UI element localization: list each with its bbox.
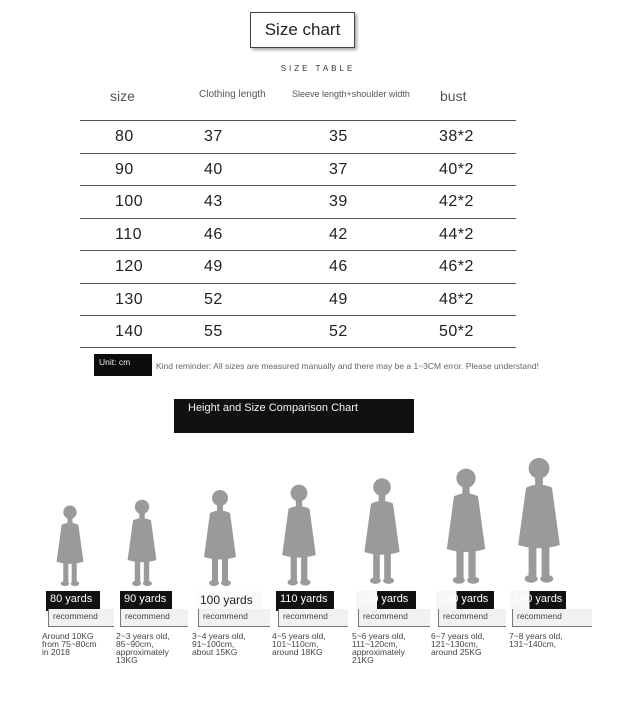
- cell-clothing-length: 52: [204, 290, 223, 308]
- table-row: [80, 153, 516, 186]
- cell-bust: 48*2: [439, 290, 474, 308]
- yard-label-110: 110 yards: [276, 591, 334, 611]
- cell-clothing-length: 43: [204, 193, 223, 210]
- cell-size: 120: [115, 258, 144, 275]
- cell-clothing-length: 46: [204, 225, 223, 243]
- yard-label-80: 80 yards: [46, 591, 100, 611]
- recommend-label: recommend: [438, 609, 506, 627]
- size-description-100: 3~4 years old, 91~100cm, about 15KG: [192, 631, 246, 657]
- cell-size: 100: [115, 193, 144, 210]
- size-description-90: 2~3 years old, 85~90cm, approximately 13KG: [116, 631, 170, 665]
- cell-sleeve-length: 42: [329, 225, 348, 243]
- yard-label-120: 120 yards: [356, 591, 416, 611]
- cell-sleeve-length: 39: [329, 193, 348, 210]
- cell-size: 90: [115, 160, 134, 178]
- column-header-sleeve-length: Sleeve length+shoulder width: [292, 89, 410, 99]
- table-row: [80, 315, 516, 348]
- cell-bust: 38*2: [439, 128, 474, 145]
- cell-size: 140: [115, 323, 144, 340]
- yard-label-100: 100 yards: [196, 591, 262, 611]
- child-silhouette-120-icon: [360, 474, 404, 586]
- measurement-reminder: Kind reminder: All sizes are measured manually and there may be a 1~3CM error. Please understand!: [156, 361, 539, 371]
- recommend-label: recommend: [120, 609, 188, 627]
- cell-sleeve-length: 46: [329, 258, 348, 275]
- cell-size: 130: [115, 290, 144, 308]
- child-silhouette-80-icon: [53, 503, 87, 587]
- size-description-110: 4~5 years old, 101~110cm, around 18KG: [272, 631, 326, 657]
- cell-sleeve-length: 35: [329, 128, 348, 145]
- column-header-bust: bust: [440, 88, 467, 104]
- yard-label-140: 140 yards: [510, 591, 566, 611]
- cell-bust: 50*2: [439, 323, 474, 340]
- page-title: Size chart: [250, 12, 355, 48]
- unit-label: Unit: cm: [94, 354, 152, 376]
- table-row: [80, 250, 516, 283]
- recommend-label: recommend: [512, 609, 592, 627]
- cell-bust: 42*2: [439, 193, 474, 210]
- cell-sleeve-length: 49: [329, 290, 348, 308]
- height-chart-title: Height and Size Comparison Chart: [174, 399, 414, 433]
- recommend-label: recommend: [278, 609, 348, 627]
- yard-label-90: 90 yards: [120, 591, 172, 611]
- recommend-label: recommend: [358, 609, 430, 627]
- child-silhouette-130-icon: [442, 464, 490, 586]
- table-row: [80, 120, 516, 153]
- child-silhouette-100-icon: [200, 487, 240, 587]
- child-silhouette-90-icon: [124, 497, 160, 587]
- size-description-120: 5~6 years old, 111~120cm, approximately 21KG: [352, 631, 406, 665]
- cell-size: 110: [115, 225, 143, 243]
- cell-bust: 44*2: [439, 225, 474, 243]
- size-description-130: 6~7 years old, 121~130cm, around 25KG: [431, 631, 485, 657]
- cell-clothing-length: 49: [204, 258, 223, 275]
- recommend-label: recommend: [198, 609, 270, 627]
- table-row: [80, 218, 516, 251]
- column-header-size: size: [110, 88, 135, 104]
- cell-clothing-length: 55: [204, 323, 223, 340]
- cell-size: 80: [115, 128, 134, 145]
- table-row: [80, 283, 516, 316]
- size-description-80: Around 10KG from 75~80cm in 2018: [42, 631, 97, 657]
- cell-sleeve-length: 37: [329, 160, 348, 178]
- size-description-140: 7~8 years old, 131~140cm,: [509, 631, 563, 649]
- child-silhouette-110-icon: [278, 481, 320, 587]
- cell-clothing-length: 40: [204, 160, 223, 178]
- cell-bust: 40*2: [439, 160, 474, 178]
- yard-label-130: 130 yards: [436, 591, 494, 611]
- table-row: [80, 185, 516, 218]
- child-silhouette-140-icon: [513, 452, 565, 586]
- size-table-label: SIZE TABLE: [280, 64, 356, 73]
- cell-sleeve-length: 52: [329, 323, 348, 340]
- recommend-label: recommend: [48, 609, 114, 627]
- cell-clothing-length: 37: [204, 128, 223, 145]
- cell-bust: 46*2: [439, 258, 474, 275]
- column-header-clothing-length: Clothing length: [199, 89, 266, 100]
- size-table: [80, 120, 516, 348]
